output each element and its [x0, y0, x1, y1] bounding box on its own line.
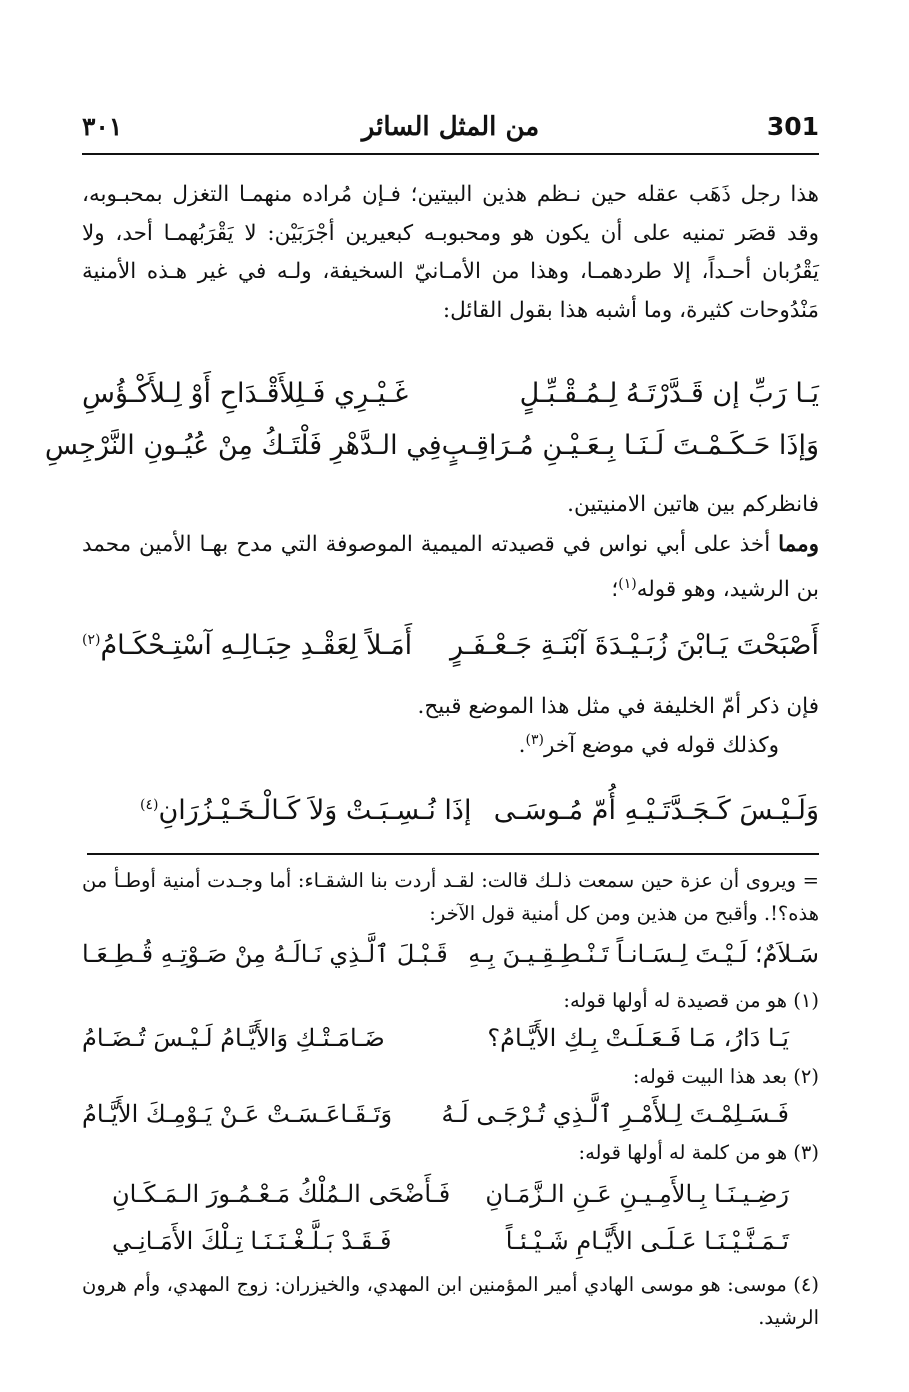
- paragraph-1: هذا رجل ذَهَب عقله حين نـظم هذين البيتين؛ فـإن مُراده منهمـا التغزل بمحبـوبه، وقد قصَر تمنيه على أن يكون هو ومحبوبـه كبعيرين أجْرَبَيْن: لا يَقْرَبُهمـا أحد، ولا يَقْرُبان أحـداً، إلا طردهمـا، وهذا من الأمـانيّ السخيفة، ولـه في غير هـذه الأمنية مَنْدُوحات كثيرة، وما أشبه هذا بقول القائل:: [82, 182, 819, 323]
- verse-4-second-text: إذَا نُـسِـبَـتْ وَلاَ كَـالْـخَـيْـزُرَانِ: [158, 795, 472, 826]
- continuation-text: ويروى أن عزة حين سمعت ذلـك قالت: لقـد أردت بنا الشقـاء: أما وجـدت أمنية أوطـأ من هذه؟!. وأقبح من هذين ومن كل أمنية قول الآخر:: [82, 869, 819, 925]
- footnote-3-label: (٣) هو من كلمة له أولها قوله:: [578, 1141, 819, 1164]
- criticism-line: فإن ذكر أمّ الخليفة في مثل هذا الموضع قبيح.: [417, 694, 819, 719]
- page-number-latin: 301: [766, 112, 819, 141]
- verse-2-second-hemistich: فِي الـدَّهْرِ فَلْتَـكُ مِنْ عُيُـونِ النَّرْجِسِ: [44, 430, 442, 461]
- page-number-arabic: ٣٠١: [82, 112, 123, 141]
- footnote-ref-3: (٣): [525, 732, 544, 748]
- fn3-verse1-second-hemistich: فَـأَضْحَى الـمُلْكُ مَـعْـمُـورَ الـمَـكَـانِ: [112, 1180, 451, 1208]
- fn1-first-hemistich: يَـا دَارُ، مَـا فَـعَـلَـتْ بِـكِ الأَيَّـامُ؟: [487, 1024, 789, 1052]
- paragraph-2-end: ؛: [611, 576, 619, 602]
- verse-line-3: [82, 630, 819, 661]
- verse-2-first-hemistich: وَإذَا حَـكَـمْـتَ لَـنَـا بِـعَـيْـنِ مُـرَاقِـبٍ: [441, 430, 819, 461]
- salam-first-hemistich: سَـلاَمٌ؛ لَـيْـتَ لِـسَـانـاً تَـنْـطِـقِـيـنَ بِـهِ: [468, 940, 819, 968]
- comparison-line: فانظركم بين هاتين الامنيتين.: [567, 492, 819, 517]
- footnote-separator: [87, 853, 819, 855]
- likewise-end: .: [518, 733, 526, 759]
- footnote-ref-4: (٤): [140, 797, 159, 813]
- footnote-3-verse-2: [112, 1227, 789, 1255]
- running-title: من المثل السائر: [361, 112, 540, 142]
- page-header: [82, 112, 819, 152]
- footnote-ref-2: (٢): [82, 632, 101, 648]
- paragraph-2-text: أخذ على أبي نواس في قصيدته الميمية الموصوفة التي مدح بهـا الأمين محمد بن الرشيد، وهو قوله: [82, 532, 819, 602]
- verse-line-1: [82, 378, 819, 409]
- header-rule: [82, 153, 819, 155]
- fn2-first-hemistich: فَـسَـلِمْـتَ لِـلأَمْـرِ ٱلَّـذِي تُـرْجَـى لَـهُ: [441, 1100, 789, 1128]
- verse-3-first-hemistich: أَصْبَحْتَ يَـابْنَ زُبَـيْـدَةَ آبْنَـةِ جَـعْـفَـرٍ: [450, 630, 819, 661]
- fn3-verse1-first-hemistich: رَضِـيـنَـا بِـالأَمِـيـنِ عَـنِ الـزَّمَـانِ: [485, 1180, 789, 1208]
- likewise-line: [82, 732, 819, 758]
- salam-second-hemistich: قَـبْـلَ ٱلَّـذِي نَـالَـهُ مِنْ صَـوْتِـهِ قُـطِـعَـا: [82, 940, 448, 968]
- footnote-verse-salam: [82, 940, 819, 968]
- fn3-verse2-second-hemistich: فَـقَـدْ بَـلَّـغْـنَـنَـا تِـلْكَ الأَمَـانِـي: [112, 1227, 392, 1255]
- verse-4-second-hemistich: [140, 795, 471, 826]
- verse-line-4: [140, 795, 819, 826]
- verse-4-first-hemistich: وَلَـيْـسَ كَـجَـدَّتَـيْـهِ أُمّ مُـوسَـى: [493, 795, 819, 826]
- footnote-1-verse: [82, 1024, 789, 1052]
- paragraph-2-lead: ومما: [778, 532, 819, 557]
- footnote-2-label: (٢) بعد هذا البيت قوله:: [632, 1065, 819, 1088]
- continuation-marker: =: [802, 869, 819, 892]
- verse-3-second-hemistich: [82, 630, 412, 661]
- footnote-1-label: (١) هو من قصيدة له أولها قوله:: [563, 989, 819, 1012]
- verse-3-second-text: أَمَـلاً لِعَقْـدِ حِبَـالِـهِ آسْتِـحْكَـامُ: [100, 630, 413, 661]
- verse-1-first-hemistich: يَـا رَبِّ إن قَـدَّرْتَـهُ لِـمُـقْـبِّـلٍ: [519, 378, 819, 409]
- fn1-second-hemistich: ضَـامَـتْـكِ وَالأَيَّـامُ لَـيْـسَ تُـضَـامُ: [82, 1024, 385, 1052]
- footnote-4: (٤) موسى: هو موسى الهادي أمير المؤمنين ابن المهدي، والخيزران: زوج المهدي، وأم هرون الرشيد.: [82, 1273, 819, 1329]
- footnote-2-verse: [82, 1100, 789, 1128]
- footnote-ref-1: (١): [618, 575, 637, 592]
- likewise-text: وكذلك قوله في موضع آخر: [543, 733, 779, 759]
- footnote-continuation: [82, 864, 819, 930]
- footnote-3-verse-1: [112, 1180, 789, 1208]
- fn2-second-hemistich: وَتَـقَـاعَـسَـتْ عَـنْ يَـوْمِـكَ الأَيَّـامُ: [82, 1100, 393, 1128]
- fn3-verse2-first-hemistich: تَـمَـنَّـيْـنَـا عَـلَـى الأَيَّـامِ شَـيْـئـاً: [505, 1227, 789, 1255]
- paragraph-2: [82, 526, 819, 609]
- verse-line-2: [44, 430, 819, 461]
- verse-1-second-hemistich: غَـيْـرِي فَـلِلأَقْـدَاحِ أَوْ لِـلأَكْـؤُسِ: [82, 378, 409, 409]
